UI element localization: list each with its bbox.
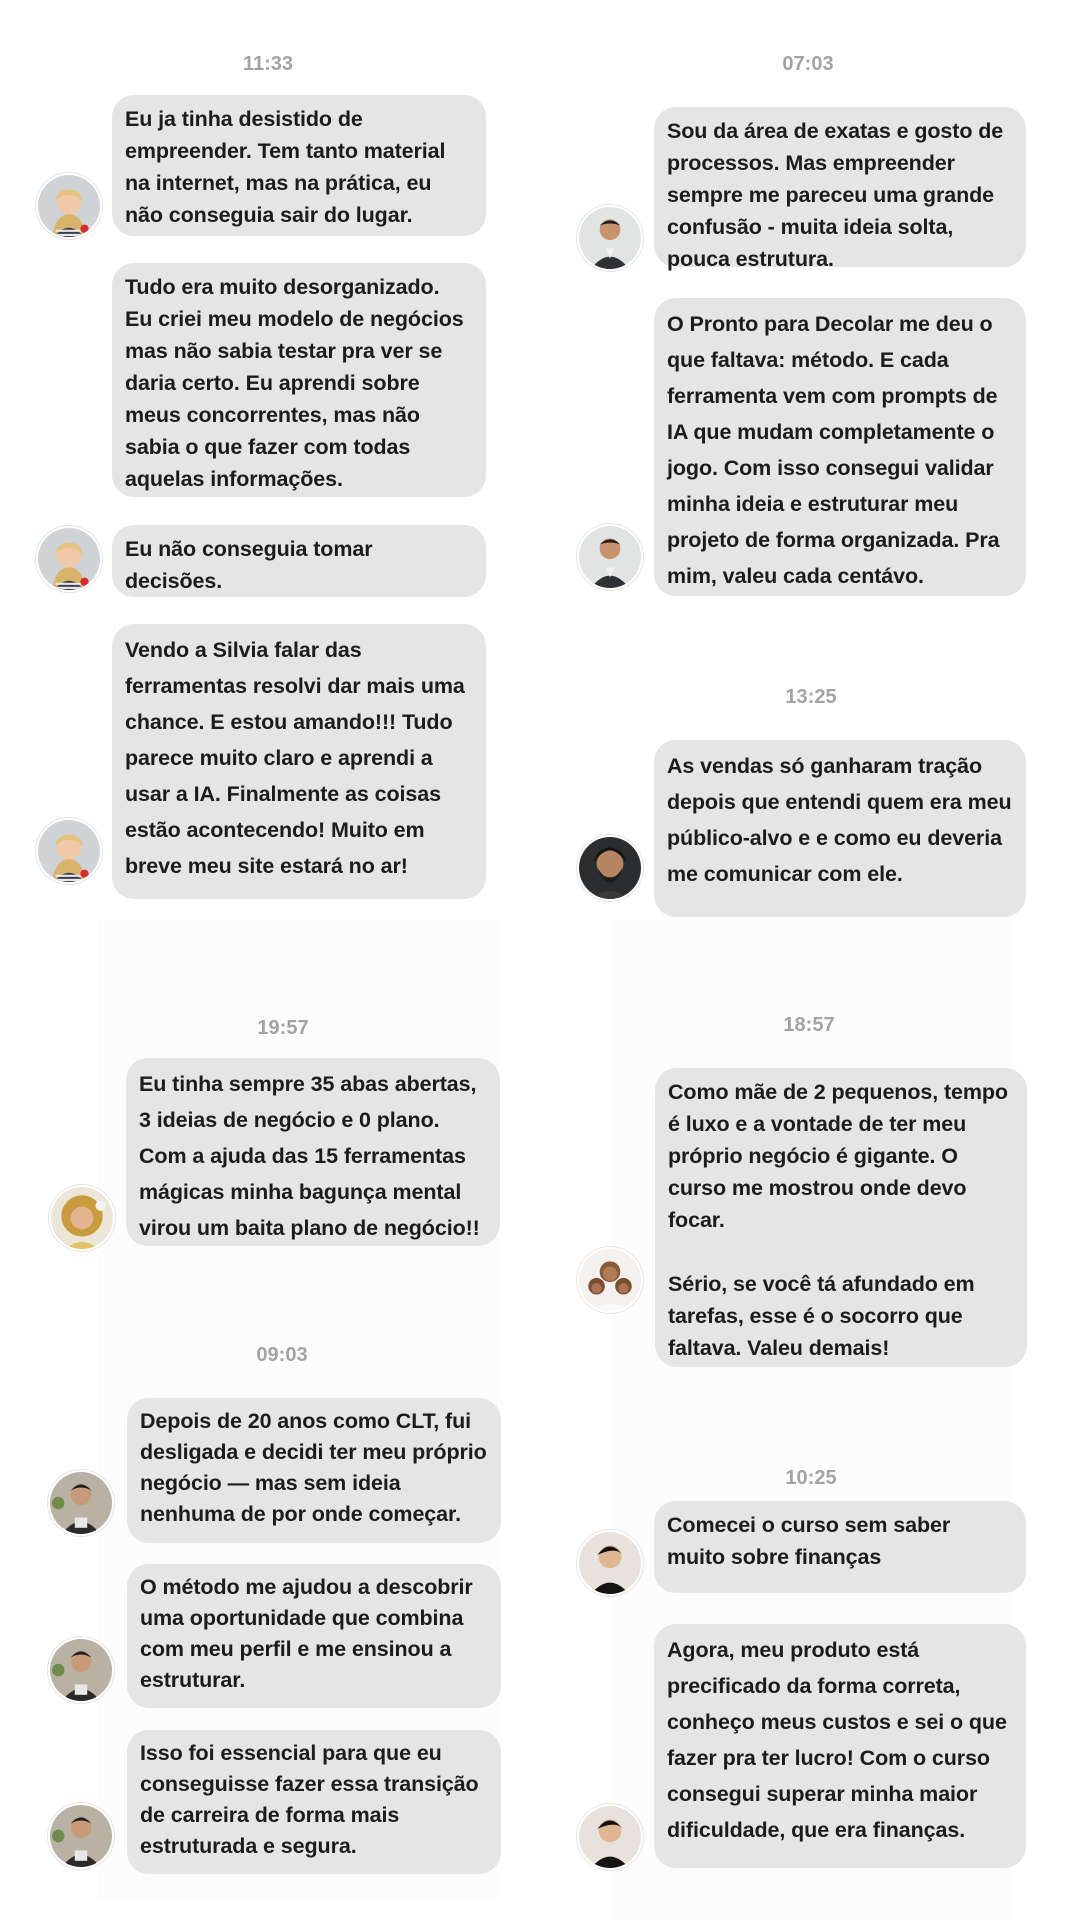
timestamp: 18:57: [783, 1014, 835, 1036]
timestamp: 10:25: [785, 1467, 837, 1489]
message-bubble: Eu tinha sempre 35 abas abertas, 3 ideias de negócio e 0 plano. Com a ajuda das 15 ferramentas mágicas minha bagunça mental virou um baita plano de negócio!!: [126, 1058, 500, 1246]
message-bubble: O método me ajudou a descobrir uma oportunidade que combina com meu perfil e me ensinou a estruturar.: [127, 1564, 501, 1708]
blonde-woman-avatar: [36, 526, 102, 592]
blonde-woman-avatar: [36, 818, 102, 884]
blonde-woman-avatar: [36, 173, 102, 239]
message-bubble: O Pronto para Decolar me deu o que faltava: método. E cada ferramenta vem com prompts de IA que mudam completamente o jogo. Com isso consegui validar minha ideia e estruturar meu projeto de forma organizada. Pra mim, valeu cada centávo.: [654, 298, 1026, 596]
mother-children-avatar: [577, 1247, 643, 1313]
asian-man-avatar: [577, 1530, 643, 1596]
man-in-shirt-avatar: [577, 205, 643, 271]
message-bubble: Vendo a Silvia falar das ferramentas resolvi dar mais uma chance. E estou amando!!! Tudo parece muito claro e aprendi a usar a IA. Finalmente as coisas estão acontecendo! Muito em breve meu site estará no ar!: [112, 624, 486, 899]
timestamp: 11:33: [242, 53, 294, 75]
tshirt-man-avatar: [48, 1470, 114, 1536]
message-bubble: Como mãe de 2 pequenos, tempo é luxo e a vontade de ter meu próprio negócio é gigante. O curso me mostrou onde devo focar. Sério, se você tá afundado em tarefas, esse é o socorro que faltava. Valeu demais!: [655, 1068, 1027, 1367]
message-bubble: As vendas só ganharam tração depois que entendi quem era meu público-alvo e e como eu deveria me comunicar com ele.: [654, 740, 1026, 917]
message-bubble: Eu não conseguia tomar decisões.: [112, 525, 486, 597]
man-in-shirt-avatar: [577, 524, 643, 590]
tshirt-man-avatar: [48, 1803, 114, 1869]
message-bubble: Tudo era muito desorganizado. Eu criei meu modelo de negócios mas não sabia testar pra ver se daria certo. Eu aprendi sobre meus concorrentes, mas não sabia o que fazer com todas aquelas informações.: [112, 263, 486, 497]
tshirt-man-avatar: [48, 1637, 114, 1703]
message-bubble: Comecei o curso sem saber muito sobre finanças: [654, 1501, 1026, 1593]
bearded-man-avatar: [577, 835, 643, 901]
message-bubble: Isso foi essencial para que eu conseguisse fazer essa transição de carreira de forma mais estruturada e segura.: [127, 1730, 501, 1874]
message-bubble: Depois de 20 anos como CLT, fui desligada e decidi ter meu próprio negócio — mas sem ideia nenhuma de por onde começar.: [127, 1398, 501, 1543]
curly-hair-woman-avatar: [49, 1185, 115, 1251]
asian-man-avatar: [577, 1804, 643, 1870]
timestamp: 13:25: [785, 686, 837, 708]
message-bubble: Eu ja tinha desistido de empreender. Tem tanto material na internet, mas na prática, eu não conseguia sair do lugar.: [112, 95, 486, 236]
message-bubble: Sou da área de exatas e gosto de processos. Mas empreender sempre me pareceu uma grande confusão - muita ideia solta, pouca estrutura.: [654, 107, 1026, 267]
timestamp: 07:03: [782, 53, 834, 75]
timestamp: 09:03: [256, 1344, 308, 1366]
message-bubble: Agora, meu produto está precificado da forma correta, conheço meus custos e sei o que fazer pra ter lucro! Com o curso consegui superar minha maior dificuldade, que era finanças.: [654, 1624, 1026, 1868]
timestamp: 19:57: [257, 1017, 309, 1039]
